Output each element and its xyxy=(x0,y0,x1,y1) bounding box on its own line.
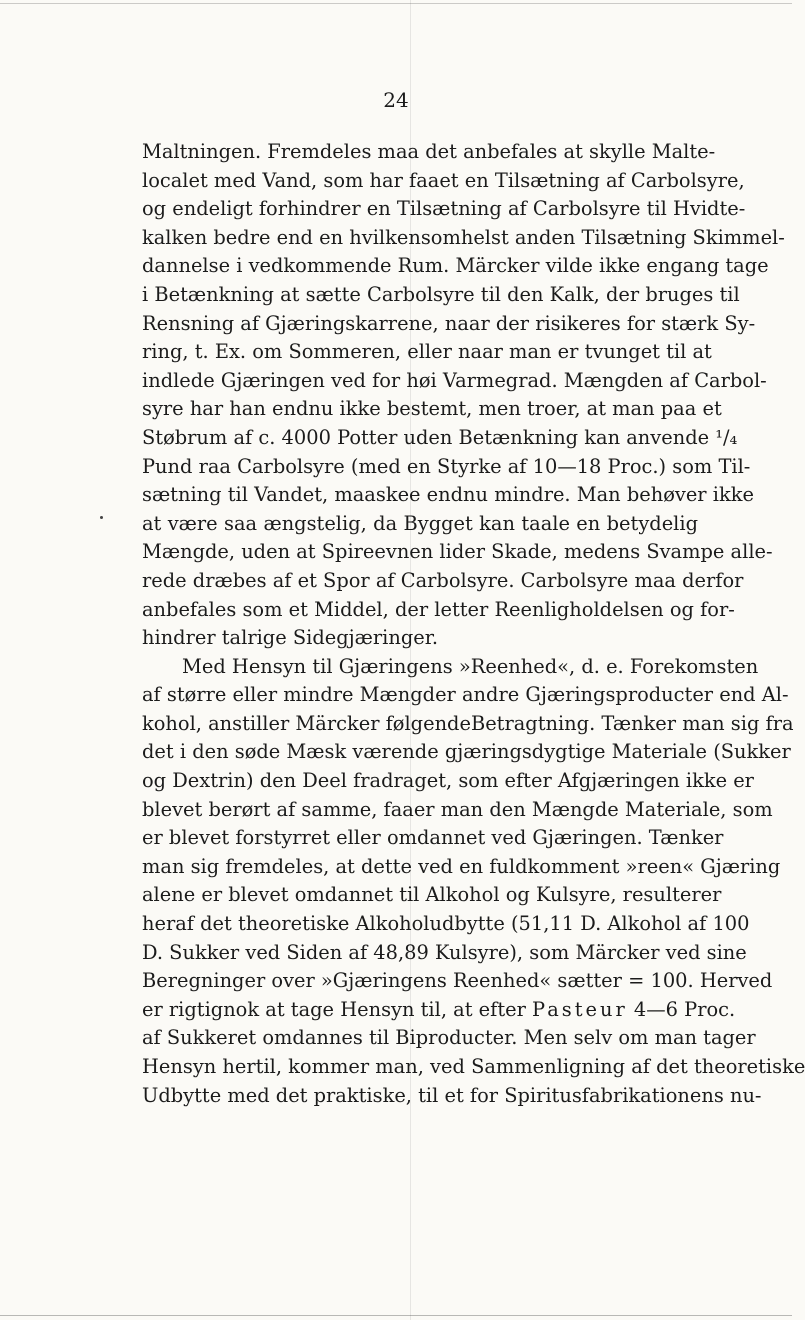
text-line: rede dræbes af et Spor af Carbolsyre. Carbolsyre maa derfor xyxy=(142,568,744,592)
text-line: i Betænkning at sætte Carbolsyre til den Kalk, der bruges til xyxy=(142,282,740,306)
text-line: og Dextrin) den Deel fradraget, som efter Afgjæringen ikke er xyxy=(142,769,754,793)
text-line: Beregninger over »Gjæringens Reenhed« sætter = 100. Herved xyxy=(142,969,773,993)
text-line: Pund raa Carbolsyre (med en Styrke af 10—18 Proc.) som Til- xyxy=(142,454,751,478)
text-line: at være saa ængstelig, da Bygget kan taale en betydelig xyxy=(142,511,698,535)
text-line-with-spaced-name xyxy=(142,996,736,1025)
text-line: er blevet forstyrret eller omdannet ved Gjæringen. Tænker xyxy=(142,826,724,850)
text-line: og endeligt forhindrer en Tilsætning af Carbolsyre til Hvidte- xyxy=(142,197,746,221)
spaced-name: Pasteur xyxy=(532,997,628,1021)
page-number: 24 xyxy=(383,88,409,112)
page-top-edge xyxy=(0,3,792,4)
text-line: heraf det theoretiske Alkoholudbytte (51,11 D. Alkohol af 100 xyxy=(142,912,750,936)
text-line: Støbrum af c. 4000 Potter uden Betænkning kan anvende ¹/₄ xyxy=(142,425,738,449)
text-line: kohol, anstiller Märcker følgendeBetragtning. Tænker man sig fra xyxy=(142,711,794,735)
text-line: kalken bedre end en hvilkensomhelst anden Tilsætning Skimmel- xyxy=(142,225,785,249)
text-line: blevet berørt af samme, faaer man den Mængde Materiale, som xyxy=(142,797,773,821)
text-line: Mængde, uden at Spireevnen lider Skade, medens Svampe alle- xyxy=(142,540,773,564)
text-line: ring, t. Ex. om Sommeren, eller naar man er tvunget til at xyxy=(142,340,712,364)
ink-speck xyxy=(100,516,103,519)
text-line: syre har han endnu ikke bestemt, men troer, at man paa et xyxy=(142,397,722,421)
text-line: Hensyn hertil, kommer man, ved Sammenligning af det theoretiske xyxy=(142,1055,805,1078)
text-line: man sig fremdeles, at dette ved en fuldkomment »reen« Gjæring xyxy=(142,854,781,878)
text-line: sætning til Vandet, maaskee endnu mindre. Man behøver ikke xyxy=(142,483,754,507)
text-line: af Sukkeret omdannes til Biproducter. Men selv om man tager xyxy=(142,1026,756,1050)
text-segment: 4—6 Proc. xyxy=(633,997,736,1021)
text-line: Udbytte med det praktiske, til et for Spiritusfabrikationens nu- xyxy=(142,1083,762,1107)
paragraph-first-line: Med Hensyn til Gjæringens »Reenhed«, d. e. Forekomsten xyxy=(182,654,759,678)
text-segment: er rigtignok at tage Hensyn til, at efter xyxy=(142,997,526,1021)
text-line: alene er blevet omdannet til Alkohol og Kulsyre, resulterer xyxy=(142,883,722,907)
text-line: det i den søde Mæsk værende gjæringsdygtige Materiale (Sukker xyxy=(142,740,791,764)
text-line: localet med Vand, som har faaet en Tilsætning af Carbolsyre, xyxy=(142,168,745,192)
text-line: hindrer talrige Sidegjæringer. xyxy=(142,626,439,650)
body-text xyxy=(142,138,805,1110)
text-line: af større eller mindre Mængder andre Gjæringsproducter end Al- xyxy=(142,683,789,707)
text-line: Maltningen. Fremdeles maa det anbefales at skylle Malte- xyxy=(142,140,716,163)
text-line: D. Sukker ved Siden af 48,89 Kulsyre), som Märcker ved sine xyxy=(142,940,747,964)
text-line: Rensning af Gjæringskarrene, naar der risikeres for stærk Sy- xyxy=(142,311,756,335)
text-line: indlede Gjæringen ved for høi Varmegrad. Mængden af Carbol- xyxy=(142,368,767,392)
page-bottom-edge xyxy=(0,1315,792,1316)
text-line: anbefales som et Middel, der letter Reenligholdelsen og for- xyxy=(142,597,735,621)
text-line: dannelse i vedkommende Rum. Märcker vilde ikke engang tage xyxy=(142,254,769,278)
